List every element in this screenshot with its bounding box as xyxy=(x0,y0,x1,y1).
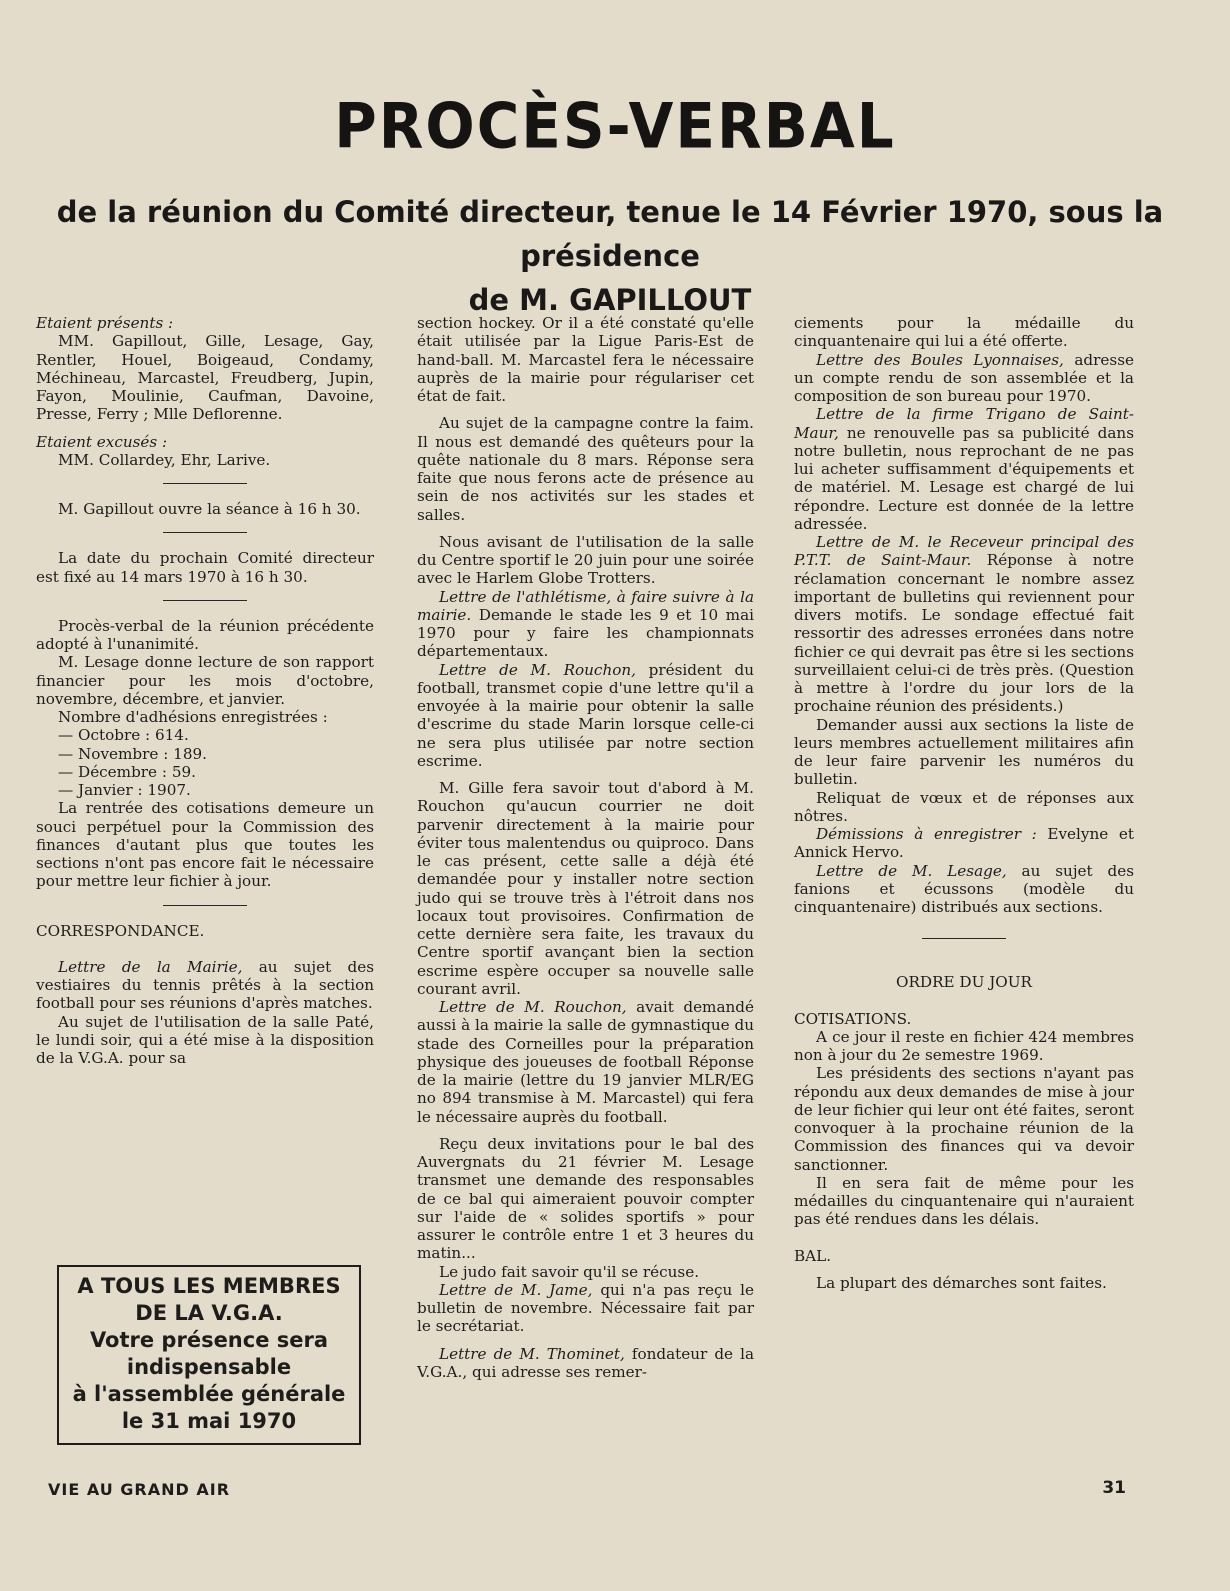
paragraph-thominet: Lettre de M. Thominet, fondateur de la V.G.A., qui adresse ses remer- xyxy=(417,1344,754,1381)
presents-label: Etaient présents : xyxy=(36,314,174,332)
paragraph-remerciements: ciements pour la médaille du cinquantenaire qui lui a été offerte. xyxy=(794,314,1134,351)
paragraph-pate: Au sujet de l'utilisation de la salle Paté, le lundi soir, qui a été mise à la disposition de la V.G.A. pour sa xyxy=(36,1012,374,1067)
cotisations-heading: COTISATIONS. xyxy=(794,1009,912,1028)
bal-heading: BAL. xyxy=(794,1246,832,1265)
notice-line-6: le 31 mai 1970 xyxy=(121,1409,297,1433)
correspondance-heading: CORRESPONDANCE. xyxy=(36,921,205,940)
paragraph-trigano: Lettre de la firme Trigano de Saint-Maur, ne renouvelle pas sa publicité dans notre bulletin, nous reprochant de ne pas lui acheter suffisamment d'équipements et de matériel. M. Lesage est chargé de lui répondre. Lecture est donnée de la lettre adressée. xyxy=(794,405,1134,533)
column-2 xyxy=(417,314,754,1381)
subtitle xyxy=(30,190,1190,322)
paragraph-reliquat: Reliquat de vœux et de réponses aux nôtres. xyxy=(794,788,1134,825)
paragraph-ptt: Lettre de M. le Receveur principal des P.T.T. de Saint-Maur. Réponse à notre réclamation concernant le nombre assez important de bulletins qui reviennent pour divers motifs. Le sondage effectué fait ressortir des adresses erronées dans notre fichier ce qui devrait pas être si les sections surveillaient celui-ci de très près. (Question à mettre à l'ordre du jour lors de la prochaine réunion des présidents.) xyxy=(794,533,1134,716)
separator xyxy=(163,532,247,533)
paragraph-nombre: Nombre d'adhésions enregistrées : xyxy=(58,708,328,726)
presents-text: MM. Gapillout, Gille, Lesage, Gay, Rentler, Houel, Boigeaud, Condamy, Méchineau, Marcastel, Freudberg, Jupin, Fayon, Moulinie, Caufman, Davoine, Presse, Ferry ; Mlle Deflorenne. xyxy=(36,332,374,424)
page-number: 31 xyxy=(1102,1478,1126,1498)
column-1 xyxy=(36,314,374,1067)
magazine-name: VIE AU GRAND AIR xyxy=(48,1480,231,1499)
paragraph-cotisations-2: Les présidents des sections n'ayant pas répondu aux deux demandes de mise à jour de leur fichier qui leur ont été faites, seront convoquer à la prochaine réunion de la Commission des finances qui va devoir sanctionner. xyxy=(794,1064,1134,1174)
assembly-notice-box xyxy=(57,1265,361,1445)
column-3 xyxy=(794,314,1134,1292)
separator xyxy=(163,905,247,906)
page-title: PROCÈS-VERBAL xyxy=(334,89,896,163)
paragraph-bal-2: La plupart des démarches sont faites. xyxy=(816,1273,1107,1292)
paragraph-cotisations-3: Il en sera fait de même pour les médailles du cinquantenaire qui n'auraient pas été rendues dans les délais. xyxy=(794,1173,1134,1229)
paragraph-rouchon-2: Lettre de M. Rouchon, avait demandé aussi à la mairie la salle de gymnastique du stade des Corneilles pour la préparation physique des joueuses de football Réponse de la mairie (lettre du 19 janvier MLR/EG no 894 transmise à M. Marcastel) qui fera le nécessaire auprès du football. xyxy=(417,998,755,1126)
paragraph-bal: Reçu deux invitations pour le bal des Auvergnats du 21 février M. Lesage transmet une demande des responsables de ce bal qui aimeraient pouvoir compter sur l'aide de « solides sportifs » pour assurer le contrôle entre 1 et 3 heures du matin... xyxy=(417,1134,754,1263)
paragraph-gille: M. Gille fera savoir tout d'abord à M. Rouchon qu'aucun courrier ne doit parvenir directement à la mairie pour éviter tous malentendus ou quiproco. Dans le cas présent, cette salle a déjà été demandée pour y installer notre section judo qui se trouve très à l'étroit dans nos locaux tout provisoires. Confirmation de cette dernière sera faite, les travaux du Centre sportif avançant bien la section escrime espère occuper sa nouvelle salle courant avril. xyxy=(417,779,754,998)
separator xyxy=(922,938,1006,939)
paragraph-lesage: M. Lesage donne lecture de son rapport financier pour les mois d'octobre, novembre, décembre, et janvier. xyxy=(36,653,374,708)
adhesion-novembre: — Novembre : 189. xyxy=(58,744,207,763)
paragraph-mairie: Lettre de la Mairie, au sujet des vestiaires du tennis prêtés à la section football pour ses réunions d'après matches. xyxy=(36,957,375,1013)
adhesion-decembre: — Décembre : 59. xyxy=(58,762,196,781)
paragraph-lesage-fanions: Lettre de M. Lesage, au sujet des fanions et écussons (modèle du cinquantenaire) distribués aux sections. xyxy=(794,861,1135,916)
subtitle-line-2: de M. GAPILLOUT xyxy=(468,283,752,317)
notice-line-2: DE LA V.G.A. xyxy=(135,1301,283,1325)
paragraph-rentree: La rentrée des cotisations demeure un souci perpétuel pour la Commission des finances d'autant plus que toutes les sections n'ont pas encore fait le nécessaire pour mettre leur fichier à jour. xyxy=(36,799,374,891)
paragraph-demissions: Démissions à enregistrer : Evelyne et Annick Hervo. xyxy=(794,825,1134,862)
paragraph-harlem: Nous avisant de l'utilisation de la salle du Centre sportif le 20 juin pour une soirée avec le Harlem Globe Trotters. xyxy=(417,532,754,588)
paragraph-rouchon: Lettre de M. Rouchon, président du football, transmet copie d'une lettre qu'il a envoyée à la mairie pour obtenir la salle d'escrime du stade Marin lorsque celle-ci ne sera plus utilisée par notre section escrime. xyxy=(417,660,755,770)
ordre-du-jour-heading: ORDRE DU JOUR xyxy=(896,973,1032,992)
separator xyxy=(163,483,247,484)
paragraph-demander: Demander aussi aux sections la liste de leurs membres actuellement militaires afin de leur faire parvenir les numéros du bulletin. xyxy=(794,715,1134,789)
excuses-text: MM. Collardey, Ehr, Larive. xyxy=(58,450,271,469)
adhesion-octobre: — Octobre : 614. xyxy=(58,726,189,745)
paragraph-boules: Lettre des Boules Lyonnaises, adresse un compte rendu de son assemblée et la composition de son bureau pour 1970. xyxy=(794,350,1134,405)
separator xyxy=(163,600,247,601)
paragraph-athletisme: Lettre de l'athlétisme, à faire suivre à la mairie. Demande le stade les 9 et 10 mai 1970 pour y faire les championnats départementaux. xyxy=(417,587,754,661)
paragraph-judo: Le judo fait savoir qu'il se récuse. xyxy=(439,1262,700,1281)
adhesion-janvier: — Janvier : 1907. xyxy=(58,781,191,799)
paragraph-ouverture: M. Gapillout ouvre la séance à 16 h 30. xyxy=(58,500,361,518)
excuses-label: Etaient excusés : xyxy=(36,432,168,451)
paragraph-date: La date du prochain Comité directeur est fixé au 14 mars 1970 à 16 h 30. xyxy=(36,549,374,586)
paragraph-hockey: section hockey. Or il a été constaté qu'elle était utilisée par la Ligue Paris-Est de hand-ball. M. Marcastel fera le nécessaire auprès de la mairie pour régulariser cet état de fait. xyxy=(417,314,754,405)
notice-line-3: Votre présence sera xyxy=(89,1328,329,1352)
paragraph-faim: Au sujet de la campagne contre la faim. Il nous est demandé des quêteurs pour la quête nationale du 8 mars. Réponse sera faite que nous ferons acte de présence au sein de nos activités sur les stades et salles. xyxy=(417,414,754,524)
notice-line-1: A TOUS LES MEMBRES xyxy=(77,1274,341,1298)
paragraph-jame: Lettre de M. Jame, qui n'a pas reçu le bulletin de novembre. Nécessaire fait par le secrétariat. xyxy=(417,1280,754,1336)
paragraph-cotisations-1: A ce jour il reste en fichier 424 membres non à jour du 2e semestre 1969. xyxy=(794,1027,1134,1064)
adhesions-list xyxy=(58,726,374,799)
paragraph-pv: Procès-verbal de la réunion précédente adopté à l'unanimité. xyxy=(36,616,374,653)
notice-line-4: indispensable xyxy=(126,1355,292,1379)
subtitle-line-1: de la réunion du Comité directeur, tenue le 14 Février 1970, sous la présidence xyxy=(56,195,1164,273)
notice-line-5: à l'assemblée générale xyxy=(72,1382,346,1406)
